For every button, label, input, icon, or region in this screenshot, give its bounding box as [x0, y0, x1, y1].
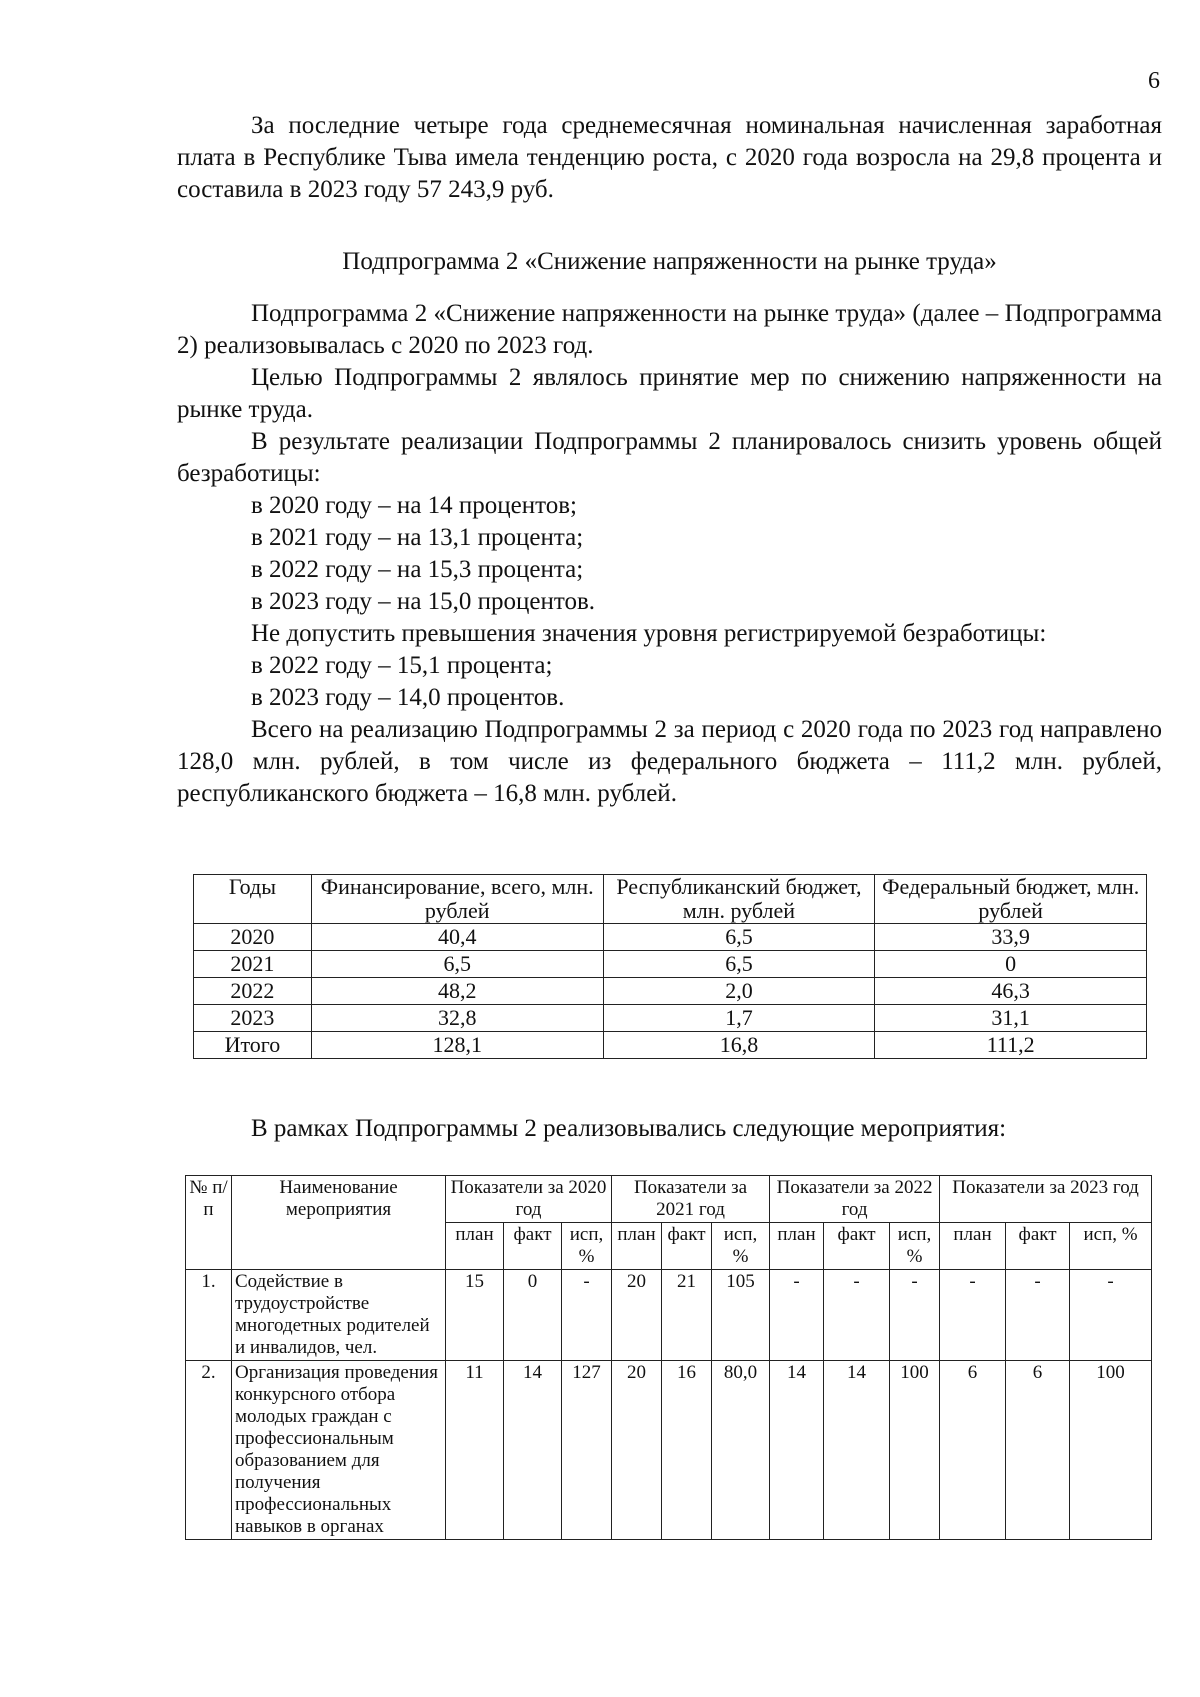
cell-value: 6 [1006, 1361, 1070, 1540]
header-exec: исп, % [890, 1223, 940, 1270]
paragraph-plan: В результате реализации Подпрограммы 2 планировалось снизить уровень общей безработицы: [177, 428, 1162, 487]
cell-value: - [562, 1270, 612, 1361]
header-fact: факт [504, 1223, 562, 1270]
cell-total: 6,5 [311, 951, 603, 978]
cell-total: 32,8 [311, 1005, 603, 1032]
cell-value: 127 [562, 1361, 612, 1540]
cell-republic: 6,5 [603, 924, 875, 951]
header-period: Показатели за 2022 год [770, 1176, 940, 1223]
header-fact: факт [824, 1223, 890, 1270]
header-period: Показатели за 2023 год [940, 1176, 1152, 1223]
table-row [194, 1005, 1147, 1032]
header-plan: план [770, 1223, 824, 1270]
cell-year: Итого [194, 1032, 312, 1059]
header-exec: исп, % [1070, 1223, 1152, 1270]
activities-caption: В рамках Подпрограммы 2 реализовывались следующие мероприятия: [251, 1115, 1007, 1142]
cell-total: 40,4 [311, 924, 603, 951]
cell-federal: 111,2 [875, 1032, 1147, 1059]
cell-total: 48,2 [311, 978, 603, 1005]
unemployment-line: в 2021 году – на 13,1 процента; [251, 524, 584, 551]
header-name: Наименование мероприятия [232, 1176, 446, 1270]
cell-year: 2023 [194, 1005, 312, 1032]
activities-header-row [186, 1176, 1152, 1223]
cell-year: 2020 [194, 924, 312, 951]
header-fact: факт [662, 1223, 712, 1270]
cell-value: - [1070, 1270, 1152, 1361]
unemployment-line: в 2022 году – на 15,3 процента; [251, 556, 584, 583]
table-row [186, 1361, 1152, 1540]
cell-value: 0 [504, 1270, 562, 1361]
header-num: № п/п [186, 1176, 232, 1270]
subprogram-body [177, 298, 1162, 810]
cell-value: 100 [1070, 1361, 1152, 1540]
cell-value: 20 [612, 1361, 662, 1540]
cell-value: 21 [662, 1270, 712, 1361]
cell-value: - [940, 1270, 1006, 1361]
header-period: Показатели за 2021 год [612, 1176, 770, 1223]
cell-value: - [890, 1270, 940, 1361]
cell-value: 15 [446, 1270, 504, 1361]
subprogram-heading: Подпрограмма 2 «Снижение напряженности на рынке труда» [342, 248, 997, 275]
table-row-total [194, 1032, 1147, 1059]
cell-federal: 31,1 [875, 1005, 1147, 1032]
finance-header-row [194, 875, 1147, 924]
paragraph-salary: За последние четыре года среднемесячная номинальная начисленная заработная плата в Республике Тыва имела тенденцию роста, с 2020 года возросла на 29,8 процента и составила в 2023 году 57 243,9 руб. [177, 112, 1162, 203]
cell-value: - [824, 1270, 890, 1361]
cell-value: 14 [504, 1361, 562, 1540]
unemployment-line: в 2023 году – на 15,0 процентов. [251, 588, 596, 615]
cell-value: - [1006, 1270, 1070, 1361]
header-exec: исп, % [712, 1223, 770, 1270]
header-plan: план [940, 1223, 1006, 1270]
cell-federal: 0 [875, 951, 1147, 978]
cell-year: 2022 [194, 978, 312, 1005]
activities-table [185, 1175, 1152, 1540]
header-plan: план [446, 1223, 504, 1270]
cell-republic: 2,0 [603, 978, 875, 1005]
cell-value: 14 [824, 1361, 890, 1540]
cell-value: 80,0 [712, 1361, 770, 1540]
registered-line: в 2023 году – 14,0 процентов. [251, 684, 565, 711]
header-total: Финансирование, всего, млн. рублей [311, 875, 603, 924]
cell-value: 11 [446, 1361, 504, 1540]
table-row [194, 951, 1147, 978]
paragraph-goal: Целью Подпрограммы 2 являлось принятие мер по снижению напряженности на рынке труда. [177, 364, 1162, 423]
cell-value: 16 [662, 1361, 712, 1540]
finance-table [193, 874, 1147, 1059]
unemployment-line: в 2020 году – на 14 процентов; [251, 492, 577, 519]
cell-republic: 6,5 [603, 951, 875, 978]
cell-activity-name: Содействие в трудоустройстве многодетных родителей и инвалидов, чел. [232, 1270, 446, 1361]
paragraph-period: Подпрограмма 2 «Снижение напряженности на рынке труда» (далее – Подпрограмма 2) реализовывалась с 2020 по 2023 год. [177, 300, 1162, 359]
cell-value: - [770, 1270, 824, 1361]
cell-federal: 46,3 [875, 978, 1147, 1005]
header-plan: план [612, 1223, 662, 1270]
page-number: 6 [1148, 68, 1160, 94]
table-row [194, 924, 1147, 951]
cell-republic: 16,8 [603, 1032, 875, 1059]
cell-value: 6 [940, 1361, 1006, 1540]
header-exec: исп, % [562, 1223, 612, 1270]
header-republic: Республиканский бюджет, млн. рублей [603, 875, 875, 924]
cell-total: 128,1 [311, 1032, 603, 1059]
cell-year: 2021 [194, 951, 312, 978]
header-fact: факт [1006, 1223, 1070, 1270]
cell-value: 20 [612, 1270, 662, 1361]
paragraph-registered: Не допустить превышения значения уровня регистрируемой безработицы: [251, 620, 1047, 647]
cell-num: 1. [186, 1270, 232, 1361]
cell-value: 14 [770, 1361, 824, 1540]
intro-block [177, 110, 1162, 206]
header-period: Показатели за 2020 год [446, 1176, 612, 1223]
table-row [186, 1270, 1152, 1361]
cell-value: 105 [712, 1270, 770, 1361]
registered-line: в 2022 году – 15,1 процента; [251, 652, 553, 679]
cell-republic: 1,7 [603, 1005, 875, 1032]
cell-activity-name: Организация проведения конкурсного отбора молодых граждан с профессиональным образованием для получения профессиональных навыков в органах [232, 1361, 446, 1540]
paragraph-funding: Всего на реализацию Подпрограммы 2 за период с 2020 года по 2023 год направлено 128,0 млн. рублей, в том числе из федерального бюджета – 111,2 млн. рублей, республиканского бюджета – 16,8 млн. рублей. [177, 716, 1162, 807]
cell-value: 100 [890, 1361, 940, 1540]
header-federal: Федеральный бюджет, млн. рублей [875, 875, 1147, 924]
table-row [194, 978, 1147, 1005]
header-years: Годы [194, 875, 312, 924]
cell-federal: 33,9 [875, 924, 1147, 951]
cell-num: 2. [186, 1361, 232, 1540]
